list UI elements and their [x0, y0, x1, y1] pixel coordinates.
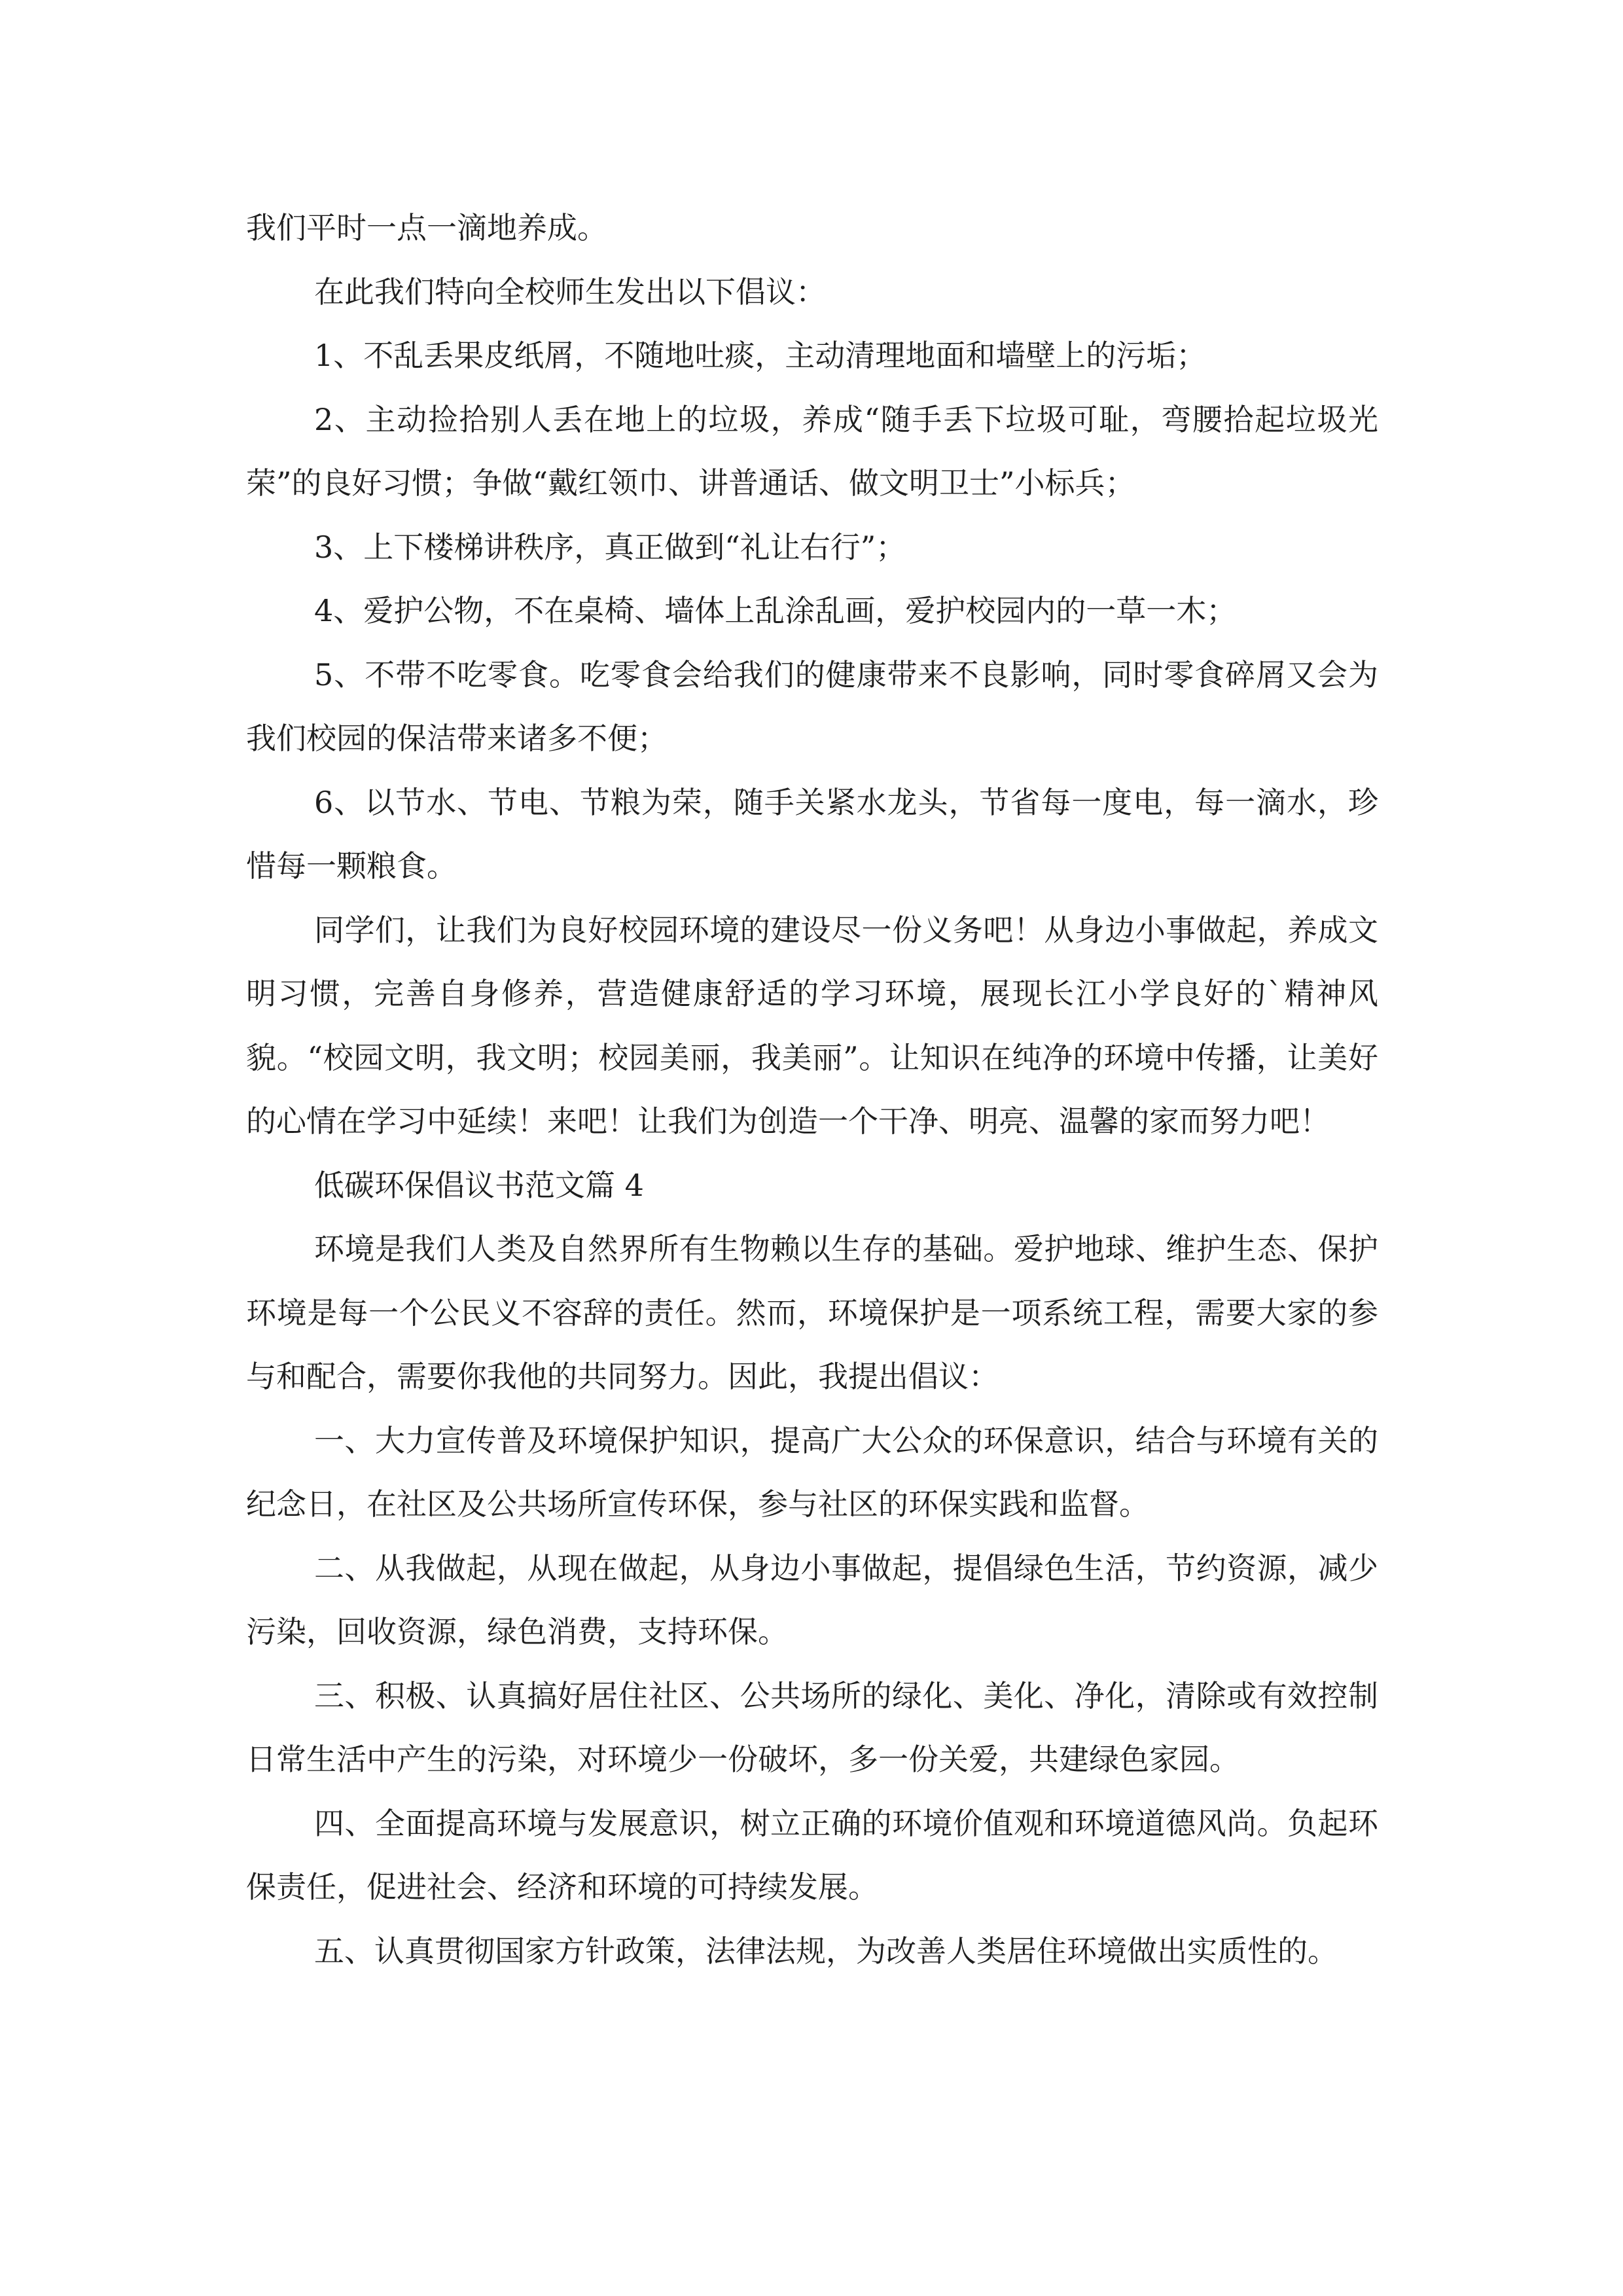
proposal-item-1: 1、不乱丢果皮纸屑，不随地吐痰，主动清理地面和墙壁上的污垢；: [314, 338, 1207, 373]
initiative-item-3: 三、积极、认真搞好居住社区、公共场所的绿化、美化、净化，清除或有效控制日常生活中产生的污染，对环境少一份破坏，多一份关爱，共建绿色家园。: [246, 1677, 1378, 1777]
proposal-item-5: 5、不带不吃零食。吃零食会给我们的健康带来不良影响，同时零食碎屑又会为我们校园的保洁带来诸多不便；: [246, 656, 1378, 756]
initiative-item-2: 二、从我做起，从现在做起，从身边小事做起，提倡绿色生活，节约资源，减少污染，回收资源，绿色消费，支持环保。: [246, 1550, 1378, 1649]
proposal-item-3: 3、上下楼梯讲秩序，真正做到“礼让右行”；: [314, 529, 906, 565]
proposal-item-6: 6、以节水、节电、节粮为荣，随手关紧水龙头，节省每一度电，每一滴水，珍惜每一颗粮食。: [246, 784, 1378, 884]
initiative-item-1: 一、大力宣传普及环境保护知识，提高广大公众的环保意识，结合与环境有关的纪念日，在社区及公共场所宣传环保，参与社区的环保实践和监督。: [246, 1422, 1378, 1522]
document-body: [246, 196, 1378, 1983]
proposal-item-2: 2、主动捡拾别人丢在地上的垃圾，养成“随手丢下垃圾可耻，弯腰拾起垃圾光荣”的良好习惯；争做“戴红领巾、讲普通话、做文明卫士”小标兵；: [246, 401, 1378, 501]
closing-paragraph: 同学们，让我们为良好校园环境的建设尽一份义务吧！从身边小事做起，养成文明习惯，完善自身修养，营造健康舒适的学习环境，展现长江小学良好的`精神风貌。“校园文明，我文明；校园美丽，我美丽”。让知识在纯净的环境中传播，让美好的心情在学习中延续！来吧！让我们为创造一个干净、明亮、温馨的家而努力吧！: [246, 912, 1378, 1139]
section-intro-paragraph: 环境是我们人类及自然界所有生物赖以生存的基础。爱护地球、维护生态、保护环境是每一个公民义不容辞的责任。然而，环境保护是一项系统工程，需要大家的参与和配合，需要你我他的共同努力。因此，我提出倡议：: [246, 1231, 1378, 1394]
initiative-item-4: 四、全面提高环境与发展意识，树立正确的环境价值观和环境道德风尚。负起环保责任，促进社会、经济和环境的可持续发展。: [246, 1805, 1378, 1905]
paragraph-continuation: 我们平时一点一滴地养成。: [246, 210, 607, 245]
paragraph-intro: 在此我们特向全校师生发出以下倡议：: [314, 274, 826, 310]
initiative-item-5: 五、认真贯彻国家方针政策，法律法规，为改善人类居住环境做出实质性的。: [314, 1933, 1338, 1969]
section-heading: 低碳环保倡议书范文篇 4: [314, 1167, 644, 1203]
proposal-item-4: 4、爱护公物，不在桌椅、墙体上乱涂乱画，爱护校园内的一草一木；: [314, 593, 1237, 628]
